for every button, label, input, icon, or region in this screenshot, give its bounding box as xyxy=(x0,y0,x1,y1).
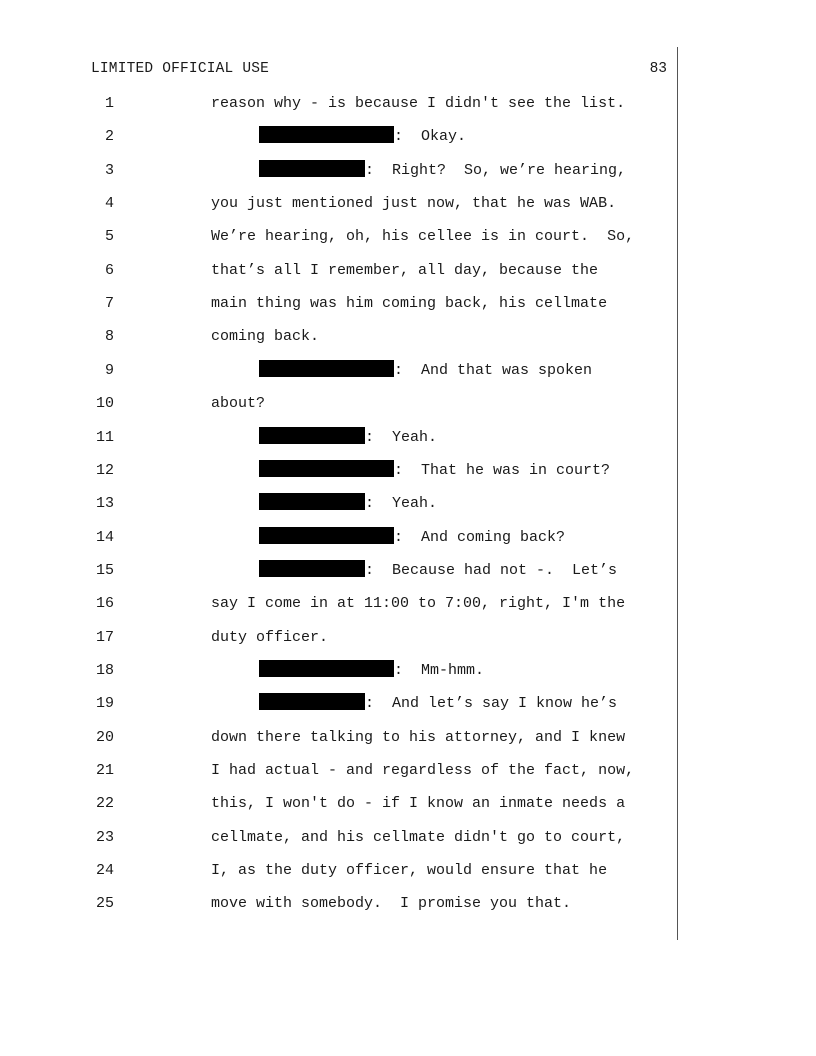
transcript-line xyxy=(0,593,816,615)
transcript-line xyxy=(0,126,816,148)
line-number: 17 xyxy=(95,628,114,646)
line-text xyxy=(211,827,625,849)
line-content: : That he was in court? xyxy=(394,461,611,479)
line-text xyxy=(211,860,607,882)
line-number: 2 xyxy=(104,128,114,146)
speaker-line xyxy=(259,160,626,182)
transcript-line xyxy=(0,193,816,215)
line-content: : Because had not -. Let’s xyxy=(365,561,618,579)
line-text xyxy=(211,760,634,782)
line-text xyxy=(211,293,607,315)
line-content: : And that was spoken xyxy=(394,361,593,379)
transcript-line xyxy=(0,693,816,715)
line-content: cellmate, and his cellmate didn't go to court, xyxy=(211,828,626,846)
line-content: I, as the duty officer, would ensure that he xyxy=(211,862,608,880)
line-number: 12 xyxy=(95,461,114,479)
line-number: 3 xyxy=(104,161,114,179)
line-content: : Okay. xyxy=(394,128,467,146)
line-content: reason why - is because I didn't see the list. xyxy=(211,95,626,112)
transcript-line xyxy=(0,427,816,449)
line-content: : Yeah. xyxy=(365,428,438,446)
line-number: 5 xyxy=(104,228,114,246)
line-number: 22 xyxy=(95,795,114,813)
redaction-box xyxy=(259,560,365,577)
transcript-line xyxy=(0,293,816,315)
line-text xyxy=(211,393,265,415)
line-number: 14 xyxy=(95,528,114,546)
line-number: 11 xyxy=(95,428,114,446)
transcript-line xyxy=(0,727,816,749)
transcript-line xyxy=(0,226,816,248)
speaker-line xyxy=(259,660,484,682)
line-content: duty officer. xyxy=(211,628,329,646)
line-content: : Yeah. xyxy=(365,495,438,513)
line-number: 19 xyxy=(95,695,114,713)
speaker-line xyxy=(259,560,617,582)
speaker-line xyxy=(259,427,437,449)
line-number: 1 xyxy=(104,95,114,112)
line-content: : And let’s say I know he’s xyxy=(365,695,618,713)
transcript-line xyxy=(0,493,816,515)
transcript-line xyxy=(0,793,816,815)
line-content: about? xyxy=(211,395,266,413)
transcript-line xyxy=(0,393,816,415)
line-content: : Mm-hmm. xyxy=(394,661,485,679)
speaker-line xyxy=(259,527,565,549)
line-number: 16 xyxy=(95,595,114,613)
transcript-line xyxy=(0,827,816,849)
transcript-line xyxy=(0,326,816,348)
redaction-box xyxy=(259,126,394,143)
transcript-line xyxy=(0,460,816,482)
line-text xyxy=(211,893,571,915)
redaction-box xyxy=(259,460,394,477)
line-number: 21 xyxy=(95,762,114,779)
speaker-line xyxy=(259,693,617,715)
line-number: 13 xyxy=(95,495,114,513)
line-content: this, I won't do - if I know an inmate needs a xyxy=(211,795,626,813)
redaction-box xyxy=(259,693,365,710)
speaker-line xyxy=(259,493,437,515)
redaction-box xyxy=(259,660,394,677)
transcript-line xyxy=(0,627,816,649)
line-number: 9 xyxy=(104,361,114,379)
speaker-line xyxy=(259,360,592,382)
line-content: say I come in at 11:00 to 7:00, right, I'm the xyxy=(211,595,626,613)
line-content: We’re hearing, oh, his cellee is in court. So, xyxy=(211,228,635,246)
transcript-line xyxy=(0,360,816,382)
line-content: : Right? So, we’re hearing, xyxy=(365,161,627,179)
line-text xyxy=(211,226,634,248)
line-text xyxy=(211,193,616,215)
line-content: that’s all I remember, all day, because the xyxy=(211,261,599,279)
line-number: 23 xyxy=(95,828,114,846)
redaction-box xyxy=(259,360,394,377)
line-text xyxy=(211,793,625,815)
page-number: 83 xyxy=(649,61,667,77)
transcript-line xyxy=(0,893,816,915)
line-content: : And coming back? xyxy=(394,528,566,546)
line-text xyxy=(211,627,328,649)
speaker-line xyxy=(259,126,466,148)
transcript-line xyxy=(0,160,816,182)
transcript-line xyxy=(0,560,816,582)
speaker-line xyxy=(259,460,610,482)
line-number: 15 xyxy=(95,561,114,579)
classification-header: LIMITED OFFICIAL USE xyxy=(91,61,270,77)
line-text xyxy=(211,93,625,115)
line-content: main thing was him coming back, his cellmate xyxy=(211,295,608,313)
line-content: you just mentioned just now, that he was WAB. xyxy=(211,195,617,213)
line-text xyxy=(211,593,625,615)
transcript-line xyxy=(0,527,816,549)
line-number: 10 xyxy=(95,395,114,413)
line-text xyxy=(211,727,625,749)
line-content: I had actual - and regardless of the fact, now, xyxy=(211,762,635,779)
line-number: 6 xyxy=(104,261,114,279)
transcript-line xyxy=(0,760,816,782)
line-text xyxy=(211,326,319,348)
line-number: 18 xyxy=(95,661,114,679)
line-content: down there talking to his attorney, and I knew xyxy=(211,728,626,746)
transcript-line xyxy=(0,260,816,282)
line-number: 8 xyxy=(104,328,114,346)
redaction-box xyxy=(259,427,365,444)
line-number: 4 xyxy=(104,195,114,213)
redaction-box xyxy=(259,160,365,177)
line-number: 20 xyxy=(95,728,114,746)
line-content: coming back. xyxy=(211,328,320,346)
transcript-line xyxy=(0,660,816,682)
line-text xyxy=(211,260,598,282)
transcript-line xyxy=(0,93,816,115)
line-number: 24 xyxy=(95,862,114,880)
line-number: 25 xyxy=(95,895,114,913)
redaction-box xyxy=(259,493,365,510)
redaction-box xyxy=(259,527,394,544)
transcript-line xyxy=(0,860,816,882)
line-content: move with somebody. I promise you that. xyxy=(211,895,572,913)
line-number: 7 xyxy=(104,295,114,313)
